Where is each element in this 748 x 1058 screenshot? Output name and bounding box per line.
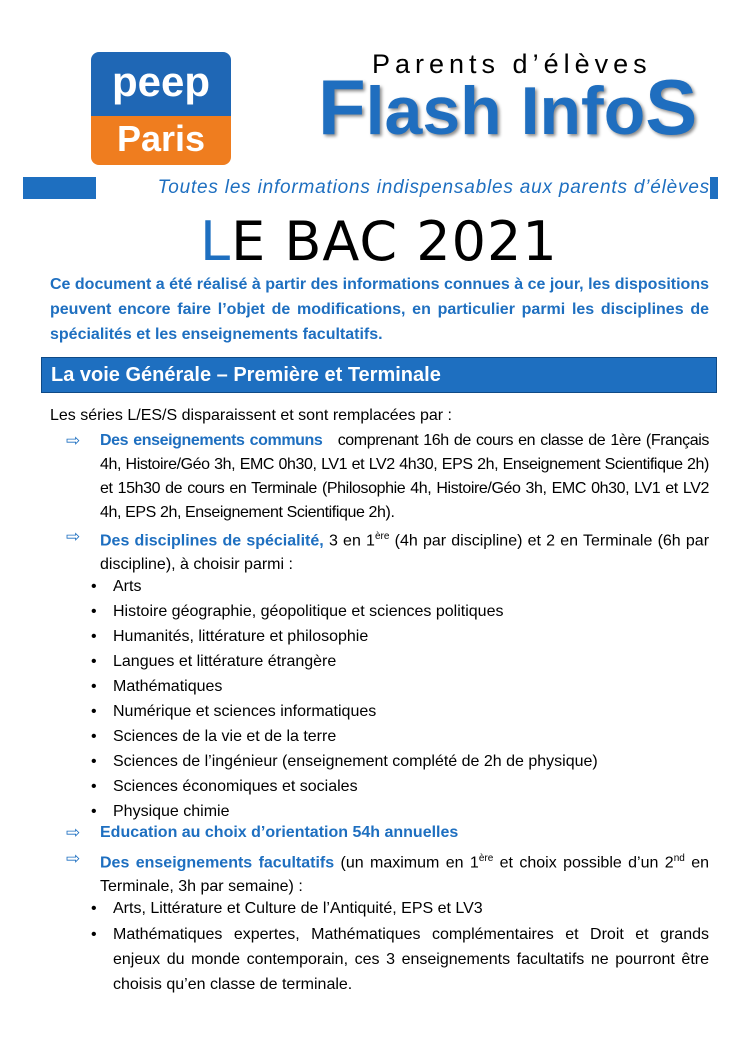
item-specialties-sup: ère [374, 531, 390, 542]
item-optional-sup1: ère [478, 853, 494, 864]
item-specialties-text-b: (4h par discipline) et 2 en Terminale (6h par discipline), à choisir parmi : [100, 532, 710, 574]
bullet-icon: • [91, 603, 97, 620]
section-lead: Les séries L/ES/S disparaissent et sont remplacées par : [50, 407, 452, 424]
arrow-icon: ⇨ [66, 823, 81, 842]
list-item-text: Mathématiques expertes, Mathématiques complémentaires et Droit et grands enjeux du monde contemporain, ces 3 enseignements facultatifs ne pourront être choisis qu’en classe de terminale. [113, 926, 709, 993]
peep-paris-logo [91, 52, 231, 165]
bullet-icon: • [91, 578, 97, 595]
item-orientation-title: Education au choix d’orientation 54h annuelles [100, 824, 459, 841]
logo-text-peep: peep [111, 58, 211, 105]
bullet-icon: • [91, 628, 97, 645]
list-item [93, 922, 709, 997]
list-item-text: Physique chimie [113, 803, 230, 820]
item-specialties [100, 525, 709, 577]
specialties-list [93, 574, 598, 824]
item-optional-sup2: nd [673, 853, 685, 864]
title-first-letter: L [200, 210, 232, 273]
item-specialties-title: Des disciplines de spécialité, [100, 532, 324, 550]
bullet-icon: • [91, 753, 97, 770]
item-orientation [100, 821, 709, 845]
logo-text-paris: Paris [116, 118, 206, 159]
list-item-text: Langues et littérature étrangère [113, 653, 337, 670]
item-optional-courses-title: Des enseignements facultatifs [100, 854, 335, 872]
bullet-icon: • [91, 778, 97, 795]
list-item [93, 896, 709, 921]
bullet-icon: • [91, 678, 97, 695]
list-item-text: Numérique et sciences informatiques [113, 703, 377, 720]
bullet-icon: • [91, 703, 97, 720]
header-flash-last-letter: S [645, 63, 698, 151]
list-item [93, 774, 598, 799]
list-item-text: Sciences économiques et sociales [113, 778, 358, 795]
section-heading: La voie Générale – Première et Terminale [41, 357, 717, 393]
item-optional-text-a: (un maximum en 1 [340, 854, 479, 872]
item-common-courses [100, 429, 709, 525]
optional-list [93, 896, 709, 997]
arrow-icon: ⇨ [66, 527, 81, 546]
list-item [93, 674, 598, 699]
bullet-icon: • [91, 900, 97, 917]
arrow-icon: ⇨ [66, 431, 81, 450]
item-optional-courses [100, 847, 709, 899]
bullet-icon: • [91, 926, 97, 943]
list-item [93, 624, 598, 649]
header-flash-middle: lash Info [365, 73, 646, 149]
list-item [93, 724, 598, 749]
list-item [93, 749, 598, 774]
list-item-text: Humanités, littérature et philosophie [113, 628, 369, 645]
list-item-text: Mathématiques [113, 678, 223, 695]
title-rest: E BAC 2021 [231, 210, 558, 273]
item-optional-text-b: et choix possible d’un 2 [499, 854, 674, 872]
arrow-icon: ⇨ [66, 849, 81, 868]
item-optional-text-c: en Terminale, 3h par semaine) : [100, 854, 709, 896]
list-item [93, 574, 598, 599]
item-common-courses-title: Des enseignements communs [100, 432, 323, 449]
list-item-text: Histoire géographie, géopolitique et sciences politiques [113, 603, 504, 620]
bullet-icon: • [91, 728, 97, 745]
tagline: Toutes les informations indispensables aux parents d’élèves [96, 176, 710, 200]
list-item [93, 649, 598, 674]
header-subtitle: Parents d’élèves [372, 49, 652, 79]
list-item-text: Sciences de l’ingénieur (enseignement complété de 2h de physique) [113, 753, 598, 770]
header-flash-infos [318, 62, 697, 152]
intro-paragraph: Ce document a été réalisé à partir des informations connues à ce jour, les dispositions peuvent encore faire l’objet de modifications, en particulier parmi les disciplines de spécialités et les enseignements facultatifs. [50, 276, 709, 343]
list-item-text: Sciences de la vie et de la terre [113, 728, 337, 745]
page-title [200, 210, 558, 274]
list-item-text: Arts, Littérature et Culture de l’Antiquité, EPS et LV3 [113, 900, 483, 917]
item-common-courses-text: comprenant 16h de cours en classe de 1ère (Français 4h, Histoire/Géo 3h, EMC 0h30, LV1 et LV2 4h30, EPS 2h, Enseignement Scientifique 2h) et 15h30 de cours en Terminale (Philosophie 4h, Histoire/Géo 3h, EMC 0h30, LV1 et LV2 4h, EPS 2h, Enseignement Scientifique 2h). [100, 432, 709, 521]
bullet-icon: • [91, 803, 97, 820]
list-item [93, 699, 598, 724]
item-specialties-text-a: 3 en 1 [328, 532, 375, 550]
header-flash-first-letter: F [318, 63, 366, 151]
bullet-icon: • [91, 653, 97, 670]
list-item-text: Arts [113, 578, 142, 595]
list-item [93, 599, 598, 624]
